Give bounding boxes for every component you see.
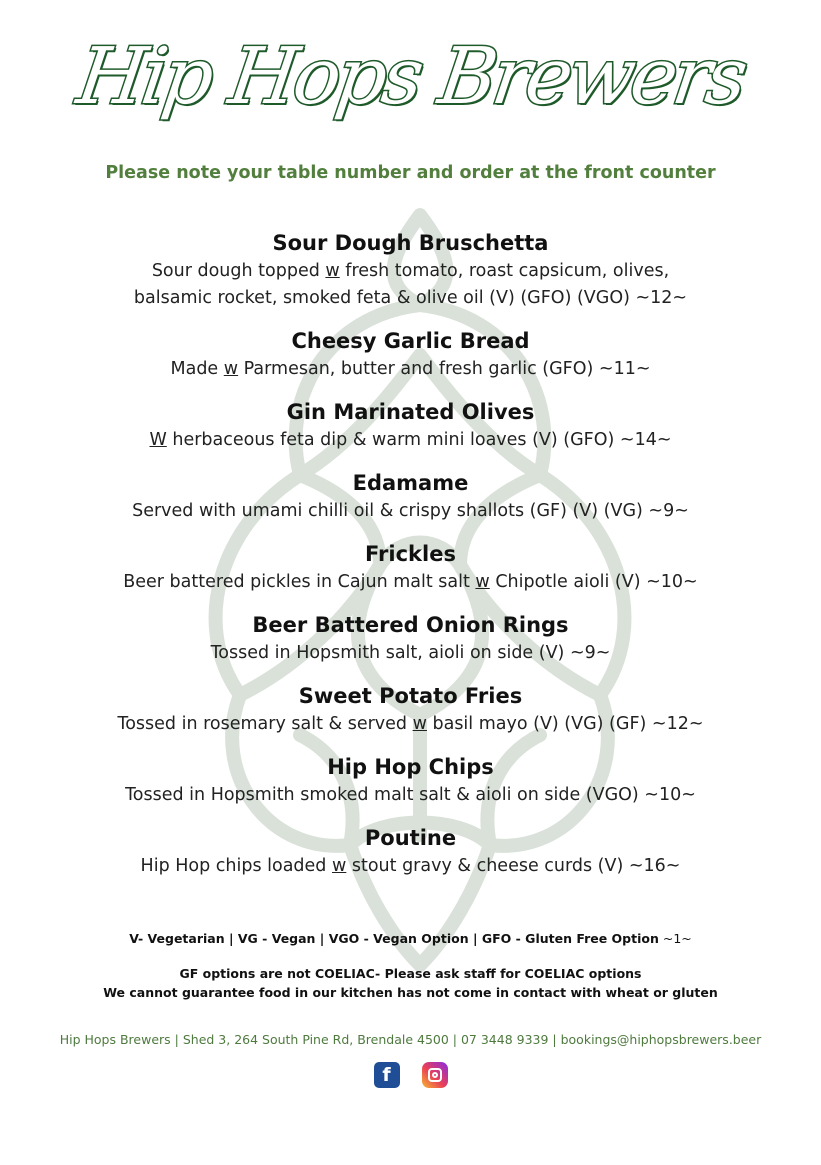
legend-price: ~1~ bbox=[662, 931, 692, 946]
menu-item-name: Cheesy Garlic Bread bbox=[291, 329, 530, 353]
with-abbrev: w bbox=[331, 856, 347, 876]
description-text: Beer battered pickles in Cajun malt salt bbox=[123, 572, 476, 592]
description-text: Tossed in rosemary salt & served bbox=[117, 714, 413, 734]
with-abbrev: w bbox=[325, 261, 340, 281]
social-links bbox=[0, 1062, 821, 1088]
menu-item-description bbox=[0, 853, 821, 880]
menu-item bbox=[0, 681, 821, 738]
menu-item-description bbox=[0, 640, 821, 667]
menu-item-name: Hip Hop Chips bbox=[327, 755, 494, 779]
dietary-legend bbox=[0, 931, 821, 946]
order-notice: Please note your table number and order at the front counter bbox=[105, 163, 716, 183]
menu-item-name: Gin Marinated Olives bbox=[286, 400, 535, 424]
facebook-icon[interactable]: f bbox=[374, 1062, 400, 1088]
warning-line-1: GF options are not COELIAC- Please ask staff for COELIAC options bbox=[179, 966, 642, 981]
menu-item-name: Beer Battered Onion Rings bbox=[252, 613, 569, 637]
description-text: Served with umami chilli oil & crispy shallots (GF) (V) (VG) ~9~ bbox=[132, 501, 689, 521]
with-abbrev: w bbox=[412, 714, 427, 734]
menu-item-name: Poutine bbox=[364, 826, 457, 850]
menu-item bbox=[0, 539, 821, 596]
menu-item-description bbox=[0, 711, 821, 738]
menu-item-description bbox=[0, 569, 821, 596]
menu-item-name: Sweet Potato Fries bbox=[298, 684, 523, 708]
menu-item bbox=[0, 228, 821, 312]
description-text: Tossed in Hopsmith smoked malt salt & aioli on side (VGO) ~10~ bbox=[125, 785, 696, 805]
menu-item-description bbox=[0, 498, 821, 525]
menu-item-description bbox=[0, 258, 821, 312]
menu-item-name: Frickles bbox=[365, 542, 456, 566]
instagram-icon[interactable] bbox=[422, 1062, 448, 1088]
description-text: herbaceous feta dip & warm mini loaves (V) (GFO) ~14~ bbox=[166, 430, 672, 450]
menu-item-description bbox=[0, 356, 821, 383]
description-text: Chipotle aioli (V) ~10~ bbox=[489, 572, 698, 592]
description-text: Parmesan, butter and fresh garlic (GFO) ~11~ bbox=[238, 359, 651, 379]
menu-item-description bbox=[0, 427, 821, 454]
menu-item bbox=[0, 610, 821, 667]
description-text: Made bbox=[170, 359, 224, 379]
menu-item-description bbox=[0, 782, 821, 809]
description-text: Sour dough topped bbox=[151, 261, 326, 281]
with-abbrev: w bbox=[223, 359, 239, 379]
menu-item-name: Sour Dough Bruschetta bbox=[272, 231, 549, 255]
menu-item bbox=[0, 326, 821, 383]
description-text: stout gravy & cheese curds (V) ~16~ bbox=[346, 856, 681, 876]
menu-item bbox=[0, 397, 821, 454]
allergen-warning bbox=[0, 964, 821, 1002]
menu-item bbox=[0, 823, 821, 880]
description-text: Hip Hop chips loaded bbox=[140, 856, 332, 876]
with-abbrev: w bbox=[475, 572, 490, 592]
legend-text: V- Vegetarian | VG - Vegan | VGO - Vegan Option | GFO - Gluten Free Option bbox=[129, 931, 659, 946]
footer-contact: Hip Hops Brewers | Shed 3, 264 South Pine Rd, Brendale 4500 | 07 3448 9339 | bookings@hiphopsbrewers.beer bbox=[59, 1032, 762, 1047]
instagram-glyph bbox=[428, 1068, 442, 1082]
with-abbrev: W bbox=[149, 430, 167, 450]
menu-item-name: Edamame bbox=[352, 471, 469, 495]
warning-line-2: We cannot guarantee food in our kitchen has not come in contact with wheat or gluten bbox=[103, 985, 718, 1000]
description-text: basil mayo (V) (VG) (GF) ~12~ bbox=[426, 714, 704, 734]
menu-list bbox=[0, 228, 821, 894]
menu-item bbox=[0, 468, 821, 525]
description-text: fresh tomato, roast capsicum, olives, balsamic rocket, smoked feta & olive oil (V) (GFO) (VGO) ~12~ bbox=[133, 261, 688, 308]
description-text: Tossed in Hopsmith salt, aioli on side (V) ~9~ bbox=[210, 643, 611, 663]
brand-logo: Hip Hops Brewers bbox=[71, 32, 750, 122]
menu-item bbox=[0, 752, 821, 809]
